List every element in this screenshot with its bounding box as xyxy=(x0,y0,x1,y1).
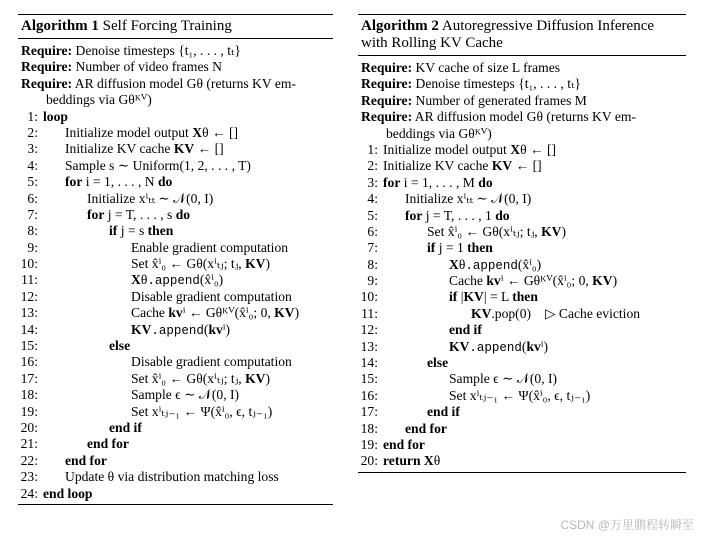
line-text xyxy=(449,289,538,305)
keyword: KV xyxy=(592,273,613,289)
text: | xyxy=(457,289,464,305)
line-text xyxy=(449,371,557,387)
algorithm-label: Algorithm 2 xyxy=(361,18,439,34)
line-text xyxy=(383,453,440,469)
algorithm-label: Algorithm 1 xyxy=(21,18,99,34)
text: i = 1, . . . , N xyxy=(82,174,158,190)
text: j = 1 xyxy=(435,240,468,256)
algorithm-line xyxy=(358,158,686,174)
text: Sample ϵ ∼ 𝒩(0, I) xyxy=(131,387,240,403)
text: Disable gradient computation xyxy=(131,288,292,304)
method: .append xyxy=(465,258,518,273)
text: (x̂ⁱ₀) xyxy=(517,256,542,272)
algorithm-line xyxy=(18,141,333,157)
algorithm-line xyxy=(18,469,333,485)
line-text xyxy=(131,387,239,403)
line-number: 19: xyxy=(20,403,38,419)
line-number: 24: xyxy=(20,485,38,501)
line-text xyxy=(427,355,448,371)
text: Update θ via distribution matching loss xyxy=(65,469,279,485)
line-text xyxy=(405,191,531,207)
require-keyword: Require: xyxy=(361,92,413,108)
keyword: then xyxy=(467,240,493,256)
line-text xyxy=(43,486,92,502)
keyword: KV xyxy=(131,321,152,337)
line-text xyxy=(131,305,299,321)
line-text xyxy=(87,207,190,223)
keyword: if xyxy=(427,240,436,256)
keyword: end for xyxy=(383,436,425,452)
algorithm-line xyxy=(18,420,333,436)
line-number: 5: xyxy=(367,207,378,223)
require-line xyxy=(18,59,333,75)
keyword: KV xyxy=(245,256,266,272)
text: Set xⁱₜⱼ₋₁ ← Ψ(x̂ⁱ₀, ϵ, tⱼ₋₁) xyxy=(449,387,591,403)
require-text: Number of generated frames M xyxy=(415,92,587,108)
line-number: 16: xyxy=(20,354,38,370)
algorithm-title xyxy=(18,15,333,36)
line-number: 12: xyxy=(360,322,378,338)
line-number: 5: xyxy=(27,174,38,190)
line-number: 15: xyxy=(20,338,38,354)
line-number: 8: xyxy=(367,256,378,272)
line-text xyxy=(449,322,482,338)
keyword: end for xyxy=(405,420,447,436)
algorithm-line xyxy=(358,306,686,322)
text: θ xyxy=(458,256,466,272)
require-line xyxy=(18,76,333,92)
line-text xyxy=(109,420,142,436)
keyword: then xyxy=(512,289,538,305)
line-number: 8: xyxy=(27,223,38,239)
require-text: AR diffusion model Gθ (returns KV em- xyxy=(414,109,636,125)
algorithm-line xyxy=(18,272,333,288)
algorithm-line xyxy=(358,273,686,289)
line-number: 14: xyxy=(20,321,38,337)
text: ⁱ ← Gθᴷⱽ(x̂ⁱ₀; 0, xyxy=(182,305,275,321)
algorithm-line xyxy=(18,240,333,256)
keyword: end for xyxy=(65,452,107,468)
text: Set x̂ⁱ₀ ← Gθ(xⁱₜⱼ; tⱼ, xyxy=(131,370,246,386)
algorithm-line xyxy=(18,436,333,452)
keyword: if xyxy=(109,223,118,239)
line-text xyxy=(383,142,556,158)
text: ) xyxy=(561,223,567,239)
line-number: 3: xyxy=(27,141,38,157)
algorithm-name: Self Forcing Training xyxy=(102,18,232,34)
line-number: 1: xyxy=(27,108,38,124)
require-line xyxy=(358,109,686,125)
algorithm-line xyxy=(358,240,686,256)
algorithm-1-box xyxy=(18,0,333,505)
algorithm-line xyxy=(18,338,333,354)
line-text xyxy=(427,404,460,420)
line-number: 16: xyxy=(360,387,378,403)
line-text xyxy=(65,141,224,157)
text: ) xyxy=(265,256,271,272)
require-text: AR diffusion model Gθ (returns KV em- xyxy=(74,75,296,91)
line-text xyxy=(65,174,172,190)
text: Cache xyxy=(449,273,487,289)
algorithm-line xyxy=(18,453,333,469)
text: Set x̂ⁱ₀ ← Gθ(xⁱₜⱼ; tⱼ, xyxy=(131,256,246,272)
line-number: 2: xyxy=(367,158,378,174)
line-text xyxy=(65,125,238,141)
line-text xyxy=(87,191,213,207)
algorithm-line xyxy=(358,404,686,420)
algorithm-line xyxy=(18,305,333,321)
algorithm-line xyxy=(358,437,686,453)
text: Set x̂ⁱ₀ ← Gθ(xⁱₜⱼ; tⱼ, xyxy=(427,223,542,239)
algorithm-line xyxy=(358,191,686,207)
line-text xyxy=(383,437,425,453)
line-text xyxy=(65,158,251,174)
text: Disable gradient computation xyxy=(131,354,292,370)
algorithm-line xyxy=(18,289,333,305)
require-text: KV cache of size L frames xyxy=(415,60,561,75)
require-keyword: Require: xyxy=(21,43,73,58)
line-text xyxy=(471,306,640,322)
require-continuation: beddings via Gθᴷⱽ) xyxy=(386,125,492,141)
line-text xyxy=(405,421,447,437)
keyword: KV xyxy=(491,158,513,174)
require-text: Denoise timesteps {t₁, . . . , tₜ} xyxy=(75,43,241,58)
line-number: 9: xyxy=(27,239,38,255)
keyword: X xyxy=(131,272,141,288)
require-keyword: Require: xyxy=(361,60,413,75)
keyword: then xyxy=(147,223,174,239)
require-text: Number of video frames N xyxy=(75,59,222,75)
line-text xyxy=(131,272,223,289)
text: ⁱ) xyxy=(540,338,549,354)
line-number: 7: xyxy=(27,206,38,222)
keyword: kv xyxy=(486,273,501,289)
require-line xyxy=(358,76,686,92)
keyword: do xyxy=(158,174,173,190)
text: Initialize model output xyxy=(383,141,511,157)
keyword: if xyxy=(449,289,458,305)
text: ( xyxy=(203,321,209,337)
line-number: 18: xyxy=(20,387,38,403)
keyword: kv xyxy=(526,338,541,354)
line-text xyxy=(427,224,566,240)
algorithm-line xyxy=(18,158,333,174)
line-number: 15: xyxy=(360,371,378,387)
algorithm-line xyxy=(18,371,333,387)
require-line xyxy=(358,93,686,109)
line-text xyxy=(131,240,288,256)
keyword: KV xyxy=(463,289,484,305)
text: Initialize KV cache xyxy=(383,158,492,174)
keyword: X xyxy=(192,124,203,140)
keyword: end loop xyxy=(43,485,93,501)
algorithm-line xyxy=(358,289,686,305)
text: Initialize xⁱₜₜ ∼ 𝒩(0, I) xyxy=(87,190,214,206)
bottom-rule xyxy=(18,504,333,505)
line-text xyxy=(131,256,270,272)
text: Enable gradient computation xyxy=(131,239,289,255)
line-number: 13: xyxy=(360,338,378,354)
algorithm-line xyxy=(358,371,686,387)
line-number: 21: xyxy=(20,436,38,452)
bottom-rule xyxy=(358,472,686,473)
algorithm-line xyxy=(358,453,686,469)
algorithm-line xyxy=(358,388,686,404)
line-number: 3: xyxy=(367,174,378,190)
text: i = 1, . . . , M xyxy=(400,174,479,190)
algorithm-line xyxy=(18,207,333,223)
line-number: 20: xyxy=(360,453,378,469)
line-text xyxy=(131,371,270,387)
require-keyword: Require: xyxy=(21,75,73,91)
line-number: 6: xyxy=(367,223,378,239)
require-continuation: beddings via Gθᴷⱽ) xyxy=(46,92,152,108)
line-number: 4: xyxy=(27,157,38,173)
text: Initialize xⁱₜₜ ∼ 𝒩(0, I) xyxy=(405,191,532,207)
algorithm-line xyxy=(18,486,333,502)
line-text xyxy=(449,339,548,356)
text: .pop(0) xyxy=(491,305,532,321)
require-keyword: Require: xyxy=(361,76,413,92)
line-text xyxy=(109,223,173,239)
keyword: end if xyxy=(449,322,482,338)
text: ⁱ ← Gθᴷⱽ(x̂ⁱ₀; 0, xyxy=(500,273,593,289)
text: ← [] xyxy=(194,141,224,157)
keyword: kv xyxy=(208,321,223,337)
line-number: 20: xyxy=(20,419,38,435)
comment: ▷ Cache eviction xyxy=(545,305,641,321)
algorithm-line xyxy=(358,175,686,191)
text: Initialize model output xyxy=(65,124,193,140)
algorithm-line xyxy=(358,355,686,371)
method: .append xyxy=(151,323,204,338)
keyword: end if xyxy=(427,404,460,420)
keyword: else xyxy=(427,355,449,371)
line-number: 22: xyxy=(20,452,38,468)
line-text xyxy=(427,240,493,256)
line-text xyxy=(383,158,542,174)
algorithm-name-line2: with Rolling KV Cache xyxy=(361,35,503,51)
line-number: 14: xyxy=(360,355,378,371)
algorithm-line xyxy=(358,208,686,224)
line-text xyxy=(131,404,272,420)
require-keyword: Require: xyxy=(361,109,413,125)
keyword: do xyxy=(478,174,493,190)
keyword: KV xyxy=(173,141,195,157)
algorithm-line xyxy=(18,404,333,420)
line-number: 4: xyxy=(367,191,378,207)
line-number: 12: xyxy=(20,288,38,304)
text: | = L xyxy=(483,289,513,305)
algorithm-line xyxy=(358,257,686,273)
text: Sample ϵ ∼ 𝒩(0, I) xyxy=(449,371,558,387)
text: Sample s ∼ Uniform(1, 2, . . . , T) xyxy=(65,157,251,173)
line-text xyxy=(131,289,292,305)
line-text xyxy=(131,322,230,339)
algorithm-name: Autoregressive Diffusion Inference xyxy=(441,18,655,34)
algorithm-line xyxy=(358,224,686,240)
text: Initialize KV cache xyxy=(65,141,174,157)
algorithm-line xyxy=(18,354,333,370)
method: .append xyxy=(469,340,522,355)
algorithm-2-box xyxy=(358,0,686,473)
text: θ ← [] xyxy=(520,141,557,157)
keyword: KV xyxy=(245,370,266,386)
line-number: 11: xyxy=(361,305,378,321)
line-number: 1: xyxy=(367,141,378,157)
require-line xyxy=(18,43,333,59)
algorithm-line xyxy=(18,223,333,239)
watermark: CSDN @万里鹏程转瞬至 xyxy=(560,518,694,532)
keyword: do xyxy=(495,207,510,223)
line-number: 13: xyxy=(20,305,38,321)
line-number: 11: xyxy=(21,272,38,288)
keyword: else xyxy=(109,338,131,354)
text: ) xyxy=(612,273,618,289)
line-number: 10: xyxy=(360,289,378,305)
text: θ xyxy=(140,272,148,288)
algorithm-line xyxy=(18,174,333,190)
line-number: 9: xyxy=(367,273,378,289)
algorithm-line xyxy=(18,109,333,125)
algorithm-line xyxy=(18,322,333,338)
keyword: X xyxy=(510,141,521,157)
text: ) xyxy=(265,370,271,386)
keyword: for xyxy=(65,174,83,190)
text: j = s xyxy=(117,223,148,239)
text: (x̂ⁱ₀) xyxy=(199,272,224,288)
method: .append xyxy=(147,274,200,289)
algorithm-line xyxy=(358,322,686,338)
line-text xyxy=(405,208,510,224)
line-number: 19: xyxy=(360,436,378,452)
require-text: Denoise timesteps {t₁, . . . , tₜ} xyxy=(415,76,581,92)
line-number: 18: xyxy=(360,420,378,436)
keyword: end if xyxy=(109,419,142,435)
algorithm-body xyxy=(358,56,686,473)
text: θ xyxy=(433,453,441,469)
algorithm-line xyxy=(358,421,686,437)
line-text xyxy=(131,354,292,370)
algorithm-body xyxy=(18,39,333,505)
text: θ ← [] xyxy=(202,124,239,140)
keyword: KV xyxy=(274,305,295,321)
algorithm-line xyxy=(18,387,333,403)
keyword: for xyxy=(383,174,401,190)
text: ← [] xyxy=(512,158,542,174)
line-number: 17: xyxy=(20,370,38,386)
line-text xyxy=(109,338,130,354)
keyword: return xyxy=(383,453,421,469)
algorithm-line xyxy=(18,191,333,207)
line-text xyxy=(383,175,493,191)
line-number: 2: xyxy=(27,124,38,140)
line-number: 23: xyxy=(20,469,38,485)
line-number: 17: xyxy=(360,404,378,420)
keyword: KV xyxy=(449,338,470,354)
keyword: kv xyxy=(168,305,183,321)
line-number: 10: xyxy=(20,256,38,272)
keyword: do xyxy=(175,206,191,222)
line-text xyxy=(87,436,129,452)
line-text xyxy=(65,469,279,485)
line-number: 6: xyxy=(27,190,38,206)
text: ⁱ) xyxy=(222,321,231,337)
text: j = T, . . . , 1 xyxy=(422,207,496,223)
line-text xyxy=(449,388,590,404)
require-line xyxy=(358,60,686,76)
line-text xyxy=(449,257,541,274)
text: Set xⁱₜⱼ₋₁ ← Ψ(x̂ⁱ₀, ϵ, tⱼ₋₁) xyxy=(131,403,273,419)
line-text xyxy=(43,109,68,125)
text: ) xyxy=(294,305,300,321)
text: ( xyxy=(521,338,527,354)
text: j = T, . . . , s xyxy=(104,206,176,222)
algorithm-line xyxy=(18,256,333,272)
line-text xyxy=(449,273,617,289)
algorithm-line xyxy=(358,142,686,158)
keyword: KV xyxy=(471,305,492,321)
algorithm-title xyxy=(358,15,686,53)
text: Cache xyxy=(131,305,169,321)
require-keyword: Require: xyxy=(21,59,73,75)
keyword: KV xyxy=(541,223,562,239)
keyword: X xyxy=(423,453,434,469)
keyword: for xyxy=(405,207,423,223)
keyword: X xyxy=(449,256,459,272)
keyword: for xyxy=(87,206,105,222)
algorithm-line xyxy=(18,125,333,141)
keyword: loop xyxy=(43,108,68,124)
line-text xyxy=(65,453,107,469)
keyword: end for xyxy=(87,436,129,452)
algorithm-line xyxy=(358,339,686,355)
line-number: 7: xyxy=(367,240,378,256)
